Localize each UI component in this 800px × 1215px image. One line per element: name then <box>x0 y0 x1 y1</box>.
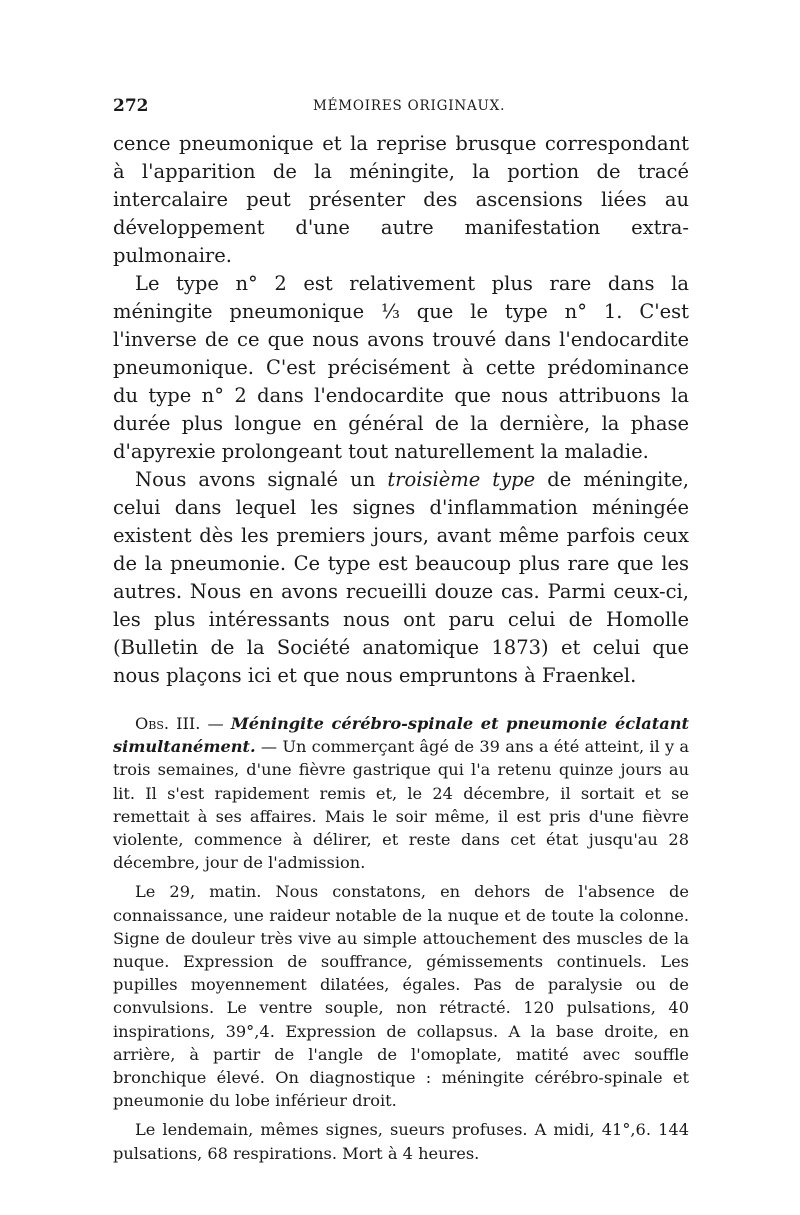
running-header <box>113 96 689 130</box>
main-text <box>113 130 689 690</box>
observation-body: — Un commerçant âgé de 39 ans a été atteint, il y a trois semaines, d'une fièvre gastrique qui l'a retenu quinze jours au lit. Il s'est rapidement remis et, le 24 décembre, il sortait et se remettait à ses affaires. Mais le soir même, il est pris d'une fièvre violente, commence à délirer, et reste dans cet état jusqu'au 28 décembre, jour de l'admission. <box>113 737 689 873</box>
running-title: MÉMOIRES ORIGINAUX. <box>313 98 506 114</box>
paragraph-1: cence pneumonique et la reprise brusque correspondant à l'apparition de la méningite, la portion de tracé intercalaire peut présenter des ascensions liées au développement d'une autre manifestation extra-pulmonaire. <box>113 132 689 267</box>
observation-paragraph-2: Le 29, matin. Nous constatons, en dehors de l'absence de connaissance, une raideur notable de la nuque et de toute la colonne. Signe de douleur très vive au simple attouchement des muscles de la nuque. Expression de souffrance, gémissements continuels. Les pupilles moyennement dilatées, égales. Pas de paralysie ou de convulsions. Le ventre souple, non rétracté. 120 pulsations, 40 inspirations, 39°,4. Expression de collapsus. A la base droite, en arrière, à partir de l'angle de l'omoplate, matité avec souffle bronchique élevé. On diagnostique : méningite cérébro-spinale et pneumonie du lobe inférieur droit. <box>113 882 689 1111</box>
paragraph-2: Le type n° 2 est relativement plus rare dans la méningite pneumonique ¹⁄₃ que le type n° 1. C'est l'inverse de ce que nous avons trouvé dans l'endocardite pneumonique. C'est précisément à cette prédominance du type n° 2 dans l'endocardite que nous attribuons la durée plus longue en général de la dernière, la phase d'apyrexie prolongeant tout naturellement la maladie. <box>113 272 689 463</box>
paragraph-3 <box>113 466 689 690</box>
observation-block <box>113 712 689 1165</box>
paragraph-3-end: de méningite, celui dans lequel les signes d'inflammation méningée existent dès les premiers jours, avant même parfois ceux de la pneumonie. Ce type est beaucoup plus rare que les autres. Nous en avons recueilli douze cas. Parmi ceux-ci, les plus intéressants nous ont paru celui de Homolle (Bulletin de la Société anatomique 1873) et celui que nous plaçons ici et que nous empruntons à Fraenkel. <box>113 468 689 687</box>
paragraph-3-start: Nous avons signalé un <box>135 468 388 491</box>
observation-title: Méningite cérébro-spinale et pneumonie éclatant simultanément. <box>113 714 690 757</box>
page-number: 272 <box>113 96 149 116</box>
observation-paragraph-1 <box>113 712 689 874</box>
observation-label: Obs. III. — <box>135 714 224 733</box>
observation-paragraph-3: Le lendemain, mêmes signes, sueurs profuses. A midi, 41°,6. 144 pulsations, 68 respirations. Mort à 4 heures. <box>113 1120 689 1163</box>
paragraph-3-emphasis: troisième type <box>387 468 536 491</box>
page-content <box>113 96 689 1165</box>
